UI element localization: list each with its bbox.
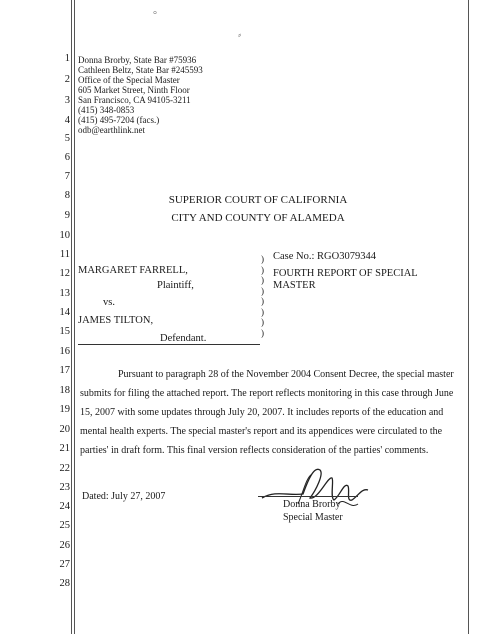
- line-number: 6: [64, 152, 70, 163]
- versus-label: vs.: [103, 297, 115, 308]
- body-line: submits for filing the attached report. The report reflects monitoring in this case through June: [80, 388, 454, 399]
- line-number: 9: [64, 210, 70, 221]
- line-number: 22: [59, 463, 70, 474]
- line-number: 25: [59, 520, 70, 531]
- line-number: 26: [59, 540, 70, 551]
- left-margin-rule-1: [71, 0, 72, 634]
- line-number: 15: [59, 326, 70, 337]
- defendant-name: JAMES TILTON,: [78, 315, 154, 326]
- line-number: 14: [59, 307, 70, 318]
- header-line: (415) 348-0853: [78, 105, 135, 115]
- header-line: Donna Brorby, State Bar #75936: [78, 55, 197, 65]
- line-number: 1: [64, 53, 70, 64]
- signer-name: Donna Brorby: [283, 499, 341, 510]
- line-number: 2: [64, 74, 70, 85]
- line-number: 20: [59, 424, 70, 435]
- body-line: mental health experts. The special master's report and its appendices were circulated to the: [80, 426, 443, 437]
- line-number: 24: [59, 501, 70, 512]
- signature-line: [258, 496, 358, 497]
- header-line: Cathleen Beltz, State Bar #245593: [78, 65, 203, 75]
- header-line: San Francisco, CA 94105-3211: [78, 95, 191, 105]
- plaintiff-role: Plaintiff,: [157, 280, 194, 291]
- caption-bracket: ) ) ) ) ) ) ) ): [261, 254, 264, 338]
- header-line: (415) 495-7204 (facs.): [78, 115, 160, 125]
- dated-line: Dated: July 27, 2007: [82, 491, 166, 502]
- court-name: SUPERIOR COURT OF CALIFORNIA: [168, 194, 348, 206]
- body-line: parties' in draft form. This final version reflects consideration of the parties' comments.: [80, 445, 429, 456]
- body-line: Pursuant to paragraph 28 of the November 2004 Consent Decree, the special master: [118, 369, 454, 380]
- header-line: 605 Market Street, Ninth Floor: [78, 85, 190, 95]
- court-county: CITY AND COUNTY OF ALAMEDA: [171, 212, 345, 224]
- line-number: 7: [64, 171, 70, 182]
- line-number: 21: [59, 443, 70, 454]
- line-number: 19: [59, 404, 70, 415]
- line-number: 13: [59, 288, 70, 299]
- email-address: odb@earthlink.net: [78, 125, 146, 135]
- defendant-role: Defendant.: [160, 333, 207, 344]
- line-number: 28: [59, 578, 70, 589]
- right-margin-rule: [468, 0, 469, 634]
- document-title-line-1: FOURTH REPORT OF SPECIAL: [273, 268, 418, 279]
- line-number: 3: [64, 95, 70, 106]
- line-number: 27: [59, 559, 70, 570]
- left-margin-rule-2: [74, 0, 75, 634]
- line-number: 10: [59, 230, 70, 241]
- line-number: 16: [59, 346, 70, 357]
- header-line: Office of the Special Master: [78, 75, 180, 85]
- plaintiff-name: MARGARET FARRELL,: [78, 265, 188, 276]
- line-number: 12: [59, 268, 70, 279]
- document-title-line-2: MASTER: [273, 280, 316, 291]
- caption-underline: [78, 344, 260, 345]
- scan-mark-1: °: [153, 10, 157, 21]
- line-number: 8: [64, 190, 70, 201]
- scan-mark-2: ⸗: [238, 30, 242, 41]
- case-number: Case No.: RGO3079344: [273, 251, 376, 262]
- line-number: 23: [59, 482, 70, 493]
- line-number: 17: [59, 365, 70, 376]
- body-line: 15, 2007 with some updates through July 20, 2007. It includes reports of the education and: [80, 407, 444, 418]
- line-number: 11: [59, 249, 70, 260]
- line-number: 18: [59, 385, 70, 396]
- line-number: 5: [64, 133, 70, 144]
- line-number: 4: [64, 115, 70, 126]
- signer-title: Special Master: [283, 512, 343, 523]
